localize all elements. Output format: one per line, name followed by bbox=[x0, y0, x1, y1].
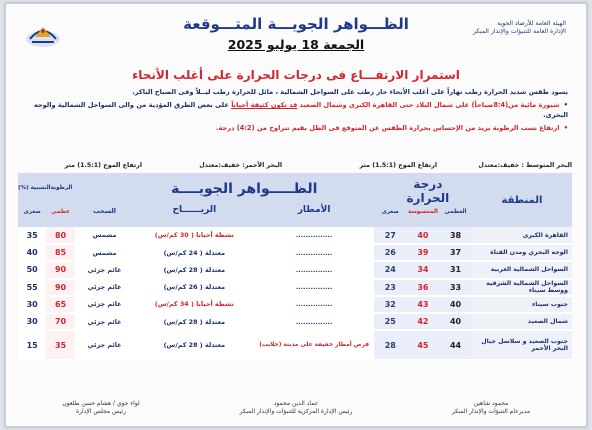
table-row bbox=[18, 261, 572, 278]
temp-max-label: العظمى bbox=[444, 209, 467, 215]
rain-cell: فرص أمطار خفيفة على مدينة (حلايب) bbox=[254, 330, 374, 360]
temp-feel-cell: 43 bbox=[407, 296, 440, 313]
cloud-cell: غائم جزئي bbox=[75, 296, 135, 313]
rain-cell: ............... bbox=[254, 313, 374, 330]
wind-cell: معتدلة ( 28 كم/س) bbox=[135, 261, 255, 278]
signature-left-name: لواء جوي / هشام حسن طلعون bbox=[62, 400, 140, 407]
region-cell: جنوب الصعيد و سلاسل جبال البحر الأحمر bbox=[472, 330, 572, 360]
region-cell: شمال الصعيد bbox=[472, 313, 572, 330]
fog-text-1: شبورة مائية من(8:4صباحاً) على شمال البلاد حتى القاهرة الكبرى وشمال الصعيد bbox=[299, 101, 560, 110]
humidity-max-cell: 80 bbox=[46, 227, 74, 244]
mediterranean-state: البحر المتوسط : خفيف:معتدل bbox=[478, 162, 572, 169]
temp-max-cell: 37 bbox=[439, 244, 472, 261]
region-cell: الوجه البحري ومدن القناة bbox=[472, 244, 572, 261]
signature-right bbox=[416, 400, 566, 416]
bullet-general-weather-text: يسود طقس شديد الحرارة رطب نهاراً على أغلب الأنحاء حار رطب على السواحل الشمالية ، مائل للحرارة رطب ليــلاً وفى الصباح الباكر. bbox=[132, 88, 568, 96]
humidity-max-cell: 70 bbox=[46, 313, 74, 330]
rain-cell: ............... bbox=[254, 244, 374, 261]
cloud-cell: مشمس bbox=[75, 227, 135, 244]
forecast-bullets bbox=[24, 88, 568, 137]
wind-cell: معتدلة ( 28 كم/س) bbox=[135, 313, 255, 330]
temp-feel-cell: 42 bbox=[407, 313, 440, 330]
forecast-table bbox=[18, 173, 572, 361]
humidity-min-header: صغرى bbox=[18, 173, 46, 227]
table-row bbox=[18, 296, 572, 313]
headline: استمرار الارتفـــاع فى درجات الحرارة على أغلب الأنحاء bbox=[132, 68, 460, 82]
temp-feel-cell: 40 bbox=[407, 227, 440, 244]
wind-header: الريــــــاح bbox=[135, 173, 255, 227]
bulletin-title: الظـــواهر الجويـــة المتـــوقعة bbox=[183, 15, 409, 33]
red-sea-wave: ارتفاع الموج (1.5:1) متر bbox=[64, 162, 142, 169]
temp-min-cell: 26 bbox=[374, 244, 407, 261]
sea-conditions bbox=[20, 156, 572, 174]
phenomena-header: الظـــــواهر الجويــــة bbox=[171, 181, 318, 197]
red-sea-state: البحر الأحمر: خفيف:معتدل bbox=[199, 162, 282, 169]
temp-feel-cell: 34 bbox=[407, 261, 440, 278]
ema-logo-icon bbox=[24, 19, 62, 49]
humidity-min-cell: 50 bbox=[18, 261, 46, 278]
table-row bbox=[18, 313, 572, 330]
table-header-row bbox=[18, 173, 572, 227]
rain-cell: ............... bbox=[254, 227, 374, 244]
temp-header bbox=[378, 177, 478, 205]
bullet-humidity-text: ارتفاع نسب الرطوبة يزيد من الإحساس بحرارة الطقس عن المتوقع فى الظل بقيم تتراوح من (4:2) درجة. bbox=[216, 123, 560, 132]
table-row bbox=[18, 244, 572, 261]
bulletin-date: الجمعة 18 يوليو 2025 bbox=[227, 37, 365, 52]
temp-max-cell: 40 bbox=[439, 313, 472, 330]
temp-min-cell: 25 bbox=[374, 313, 407, 330]
temp-min-cell: 27 bbox=[374, 227, 407, 244]
wind-cell: معتدلة ( 26 كم/س) bbox=[135, 279, 255, 296]
wind-cell: معتدلة ( 24 كم/س) bbox=[135, 244, 255, 261]
temp-feel-cell: 45 bbox=[407, 330, 440, 360]
temp-min-cell: 28 bbox=[374, 330, 407, 360]
signature-left-title: رئيس مجلس الإدارة bbox=[75, 408, 127, 415]
temp-min-header: صغرى bbox=[374, 173, 407, 227]
bullet-fog bbox=[24, 101, 568, 120]
humidity-min-cell: 30 bbox=[18, 296, 46, 313]
rain-cell: ............... bbox=[254, 279, 374, 296]
table-row bbox=[18, 330, 572, 360]
wind-cell: نشطة أحيانا ( 30 كم/س) bbox=[135, 227, 255, 244]
signature-right-name: محمود شاهين bbox=[473, 400, 509, 407]
temp-min-cell: 32 bbox=[374, 296, 407, 313]
humidity-max-cell: 90 bbox=[46, 279, 74, 296]
cloud-cell: غائم جزئي bbox=[75, 313, 135, 330]
region-cell: جنوب سيناء bbox=[472, 296, 572, 313]
humidity-min-cell: 15 bbox=[18, 330, 46, 360]
table-row bbox=[18, 227, 572, 244]
wind-cell: نشطة أحيانا ( 34 كم/س) bbox=[135, 296, 255, 313]
region-cell: السواحل الشمالية الغربية bbox=[472, 261, 572, 278]
signature-center-name: عماد الدين محمود bbox=[273, 400, 319, 407]
region-cell: القاهرة الكبرى bbox=[472, 227, 572, 244]
temp-max-cell: 44 bbox=[439, 330, 472, 360]
signature-right-title: مديرعام التنبؤات والإنذار المبكر bbox=[451, 408, 531, 415]
temp-min-cell: 24 bbox=[374, 261, 407, 278]
signature-left bbox=[26, 400, 176, 416]
table-row bbox=[18, 279, 572, 296]
cloud-cell: مشمس bbox=[75, 244, 135, 261]
humidity-max-cell: 65 bbox=[46, 296, 74, 313]
bullet-humidity bbox=[24, 124, 568, 133]
temp-header-line2: الحرارة bbox=[406, 191, 450, 205]
temp-max-cell: 40 bbox=[439, 296, 472, 313]
temp-max-cell: 38 bbox=[439, 227, 472, 244]
wind-cell: معتدلة ( 28 كم/س) bbox=[135, 330, 255, 360]
cloud-cell: غائم جزئي bbox=[75, 330, 135, 360]
region-cell: السواحل الشمالية الشرقية ووسط سيناء bbox=[472, 279, 572, 296]
temp-max-cell: 33 bbox=[439, 279, 472, 296]
rain-cell: ............... bbox=[254, 296, 374, 313]
signature-center bbox=[206, 400, 386, 416]
mediterranean-wave: ارتفاع الموج (1.5:1) متر bbox=[359, 162, 437, 169]
humidity-max-cell: 90 bbox=[46, 261, 74, 278]
org-name: الهيئة العامة للأرصاد الجوية bbox=[497, 20, 566, 27]
temp-min-cell: 23 bbox=[374, 279, 407, 296]
cloud-cell: غائم جزئي bbox=[75, 279, 135, 296]
humidity-min-cell: 40 bbox=[18, 244, 46, 261]
fog-text-2: على بعض الطرق المؤدية من والى السواحل الشمالية والوجه البحرى. bbox=[33, 101, 568, 119]
rain-label: الأمطار bbox=[297, 205, 331, 215]
humidity-min-cell: 30 bbox=[18, 313, 46, 330]
temp-feel-cell: 36 bbox=[407, 279, 440, 296]
temp-feel-cell: 39 bbox=[407, 244, 440, 261]
bullet-general-weather bbox=[24, 88, 568, 97]
cloud-header: السحب bbox=[75, 173, 135, 227]
forecast-bulletin bbox=[5, 3, 587, 427]
humidity-min-cell: 35 bbox=[18, 227, 46, 244]
rain-cell: ............... bbox=[254, 261, 374, 278]
humidity-header: الرطوبةالنسبية (%) bbox=[17, 185, 73, 191]
temp-max-cell: 31 bbox=[439, 261, 472, 278]
org-department: الإدارة العامة للتنبؤات والإنذار المبكر bbox=[473, 28, 566, 35]
humidity-max-cell: 85 bbox=[46, 244, 74, 261]
signature-center-title: رئيس الإدارة المركزية للتنبؤات والإنذار المبكر bbox=[239, 408, 353, 415]
fog-warning: قد تكون كثيفة أحياناً bbox=[231, 101, 298, 110]
cloud-cell: غائم جزئي bbox=[75, 261, 135, 278]
humidity-max-label: عظمى bbox=[51, 209, 70, 215]
humidity-max-cell: 35 bbox=[46, 330, 74, 360]
temp-feel-header: المحسوسة bbox=[407, 173, 440, 227]
humidity-min-cell: 55 bbox=[18, 279, 46, 296]
temp-header-line1: درجة bbox=[413, 177, 443, 191]
region-header: المنطقة bbox=[472, 173, 572, 227]
